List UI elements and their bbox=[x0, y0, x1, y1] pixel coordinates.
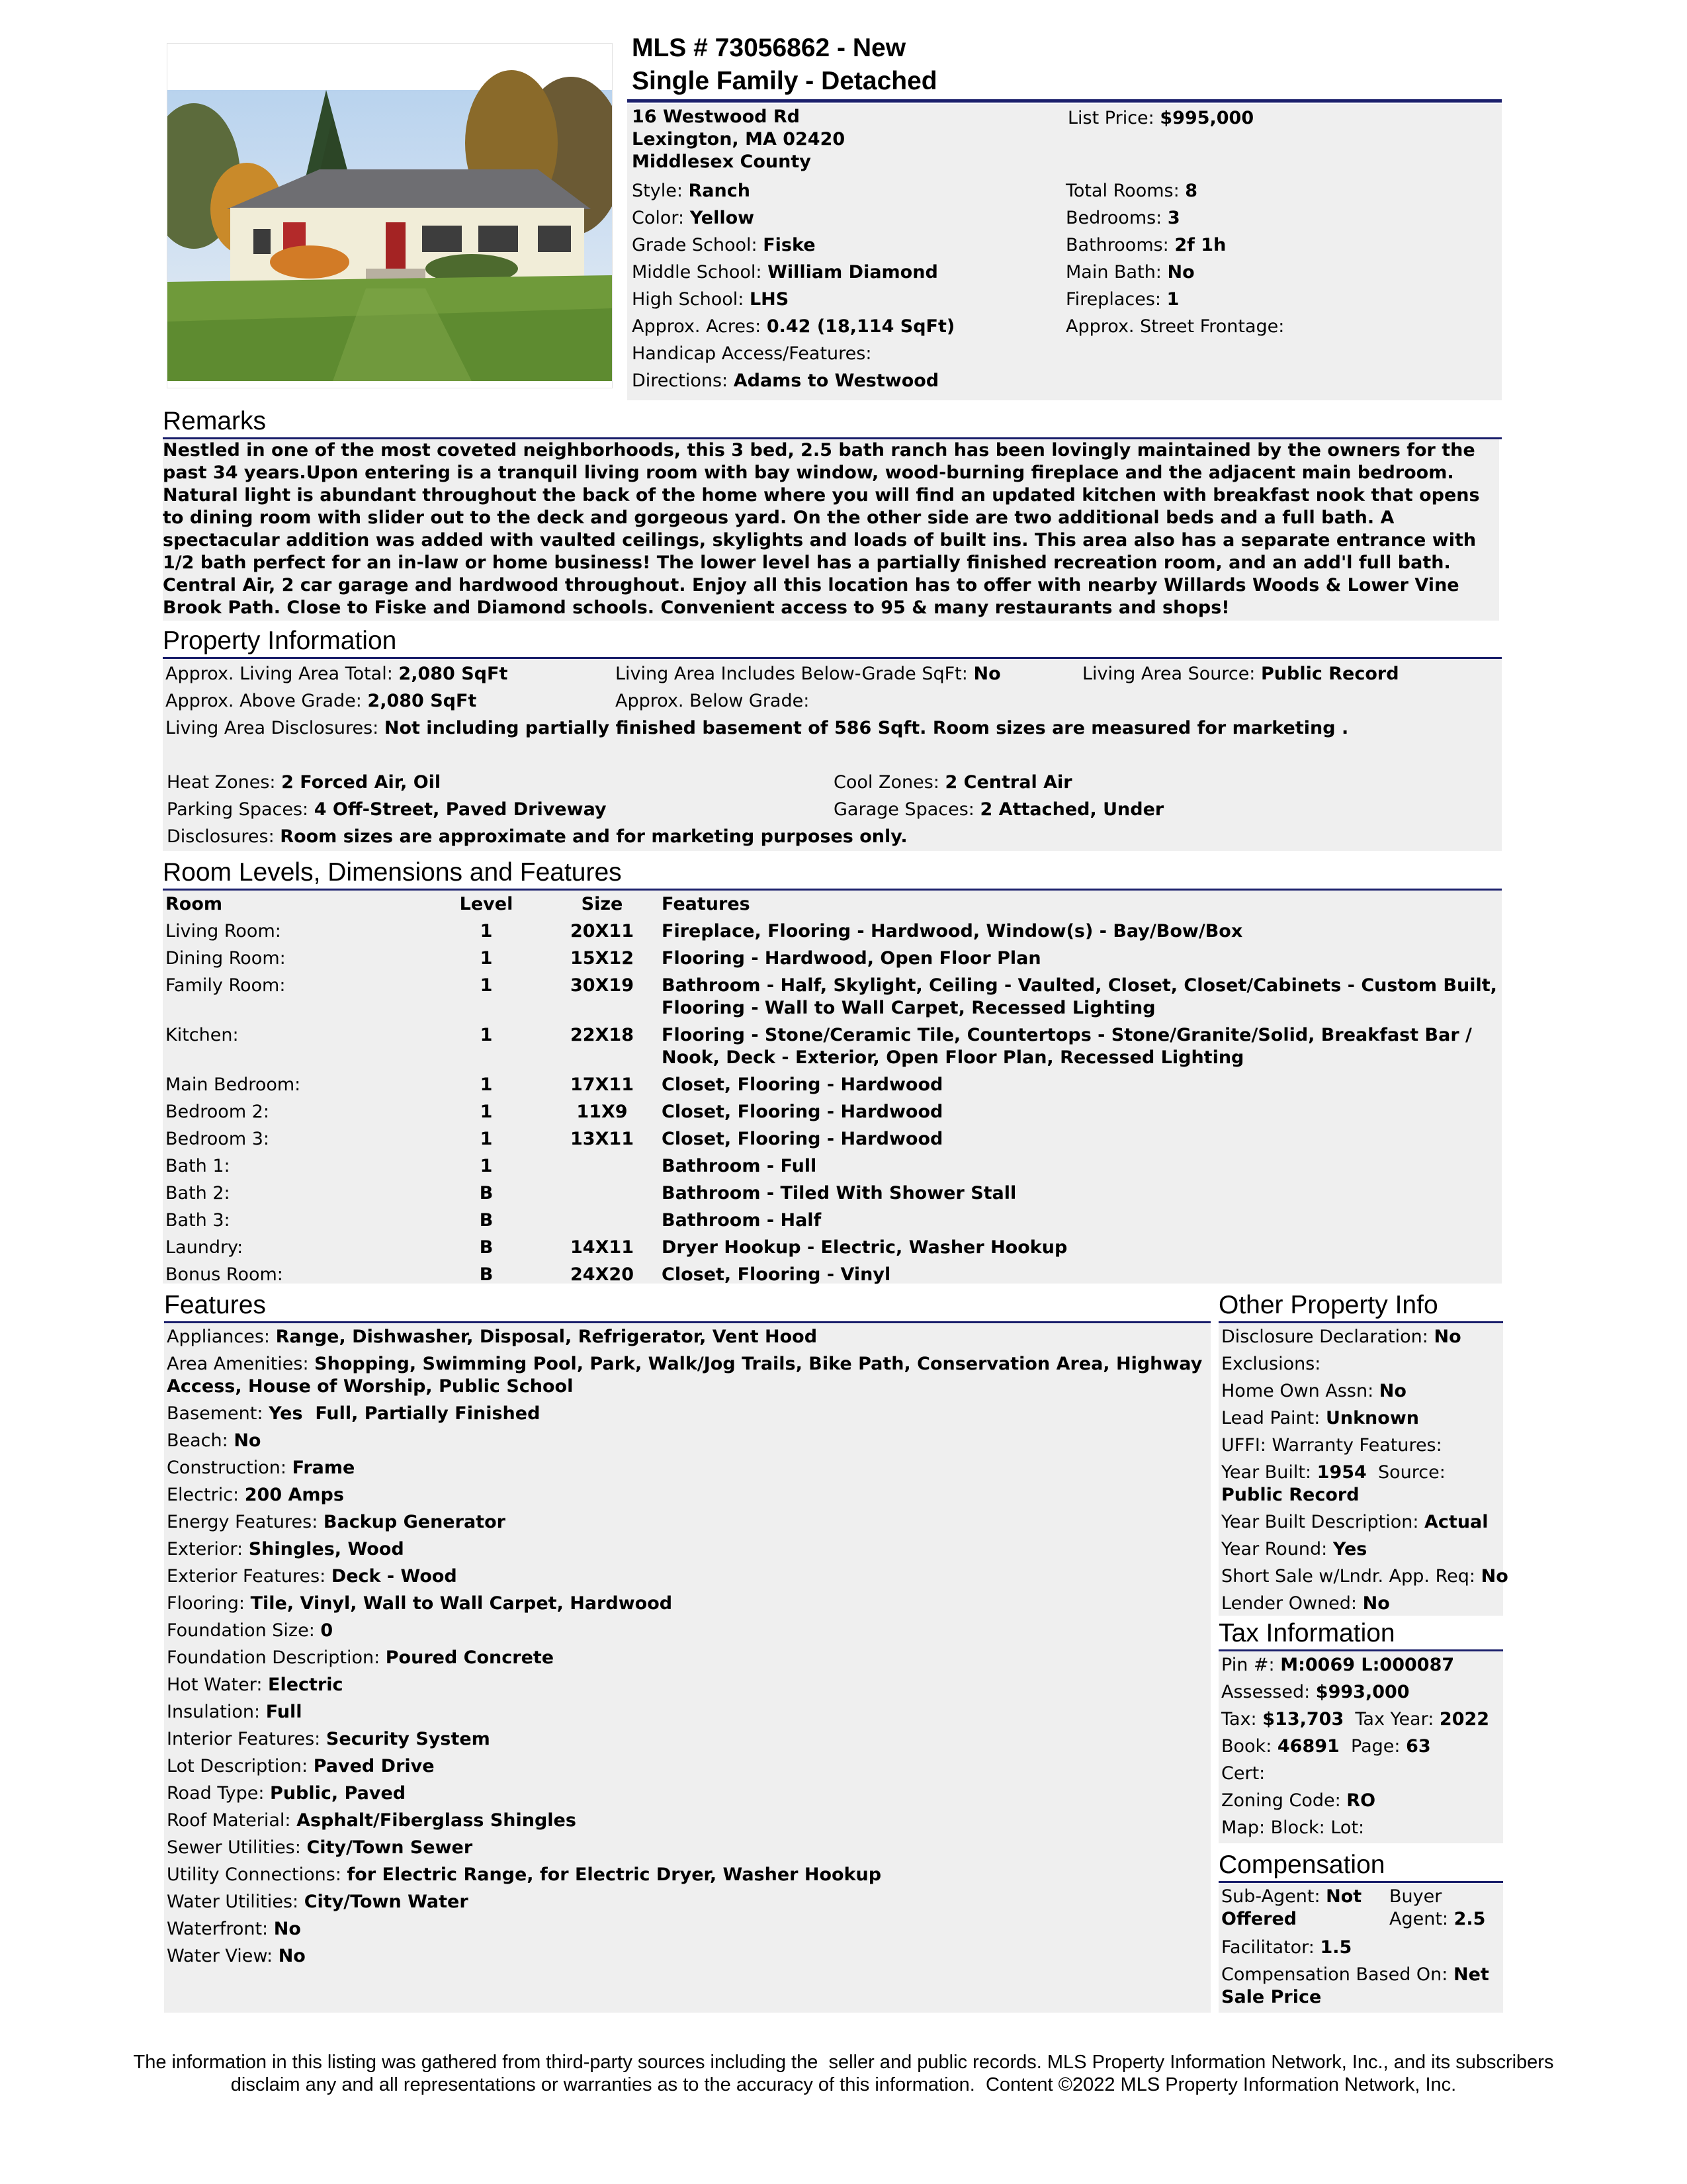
feature-water-utilities: Water Utilities: City/Town Water bbox=[167, 1892, 468, 1912]
detail-street-frontage: Approx. Street Frontage: bbox=[1066, 316, 1285, 337]
tax-map-block-lot: Map: Block: Lot: bbox=[1221, 1817, 1365, 1838]
cool-zones: Cool Zones: 2 Central Air bbox=[834, 772, 1072, 793]
feature-construction: Construction: Frame bbox=[167, 1458, 355, 1478]
footer-line-1: The information in this listing was gathered from third-party sources including the seller and public records. MLS Property Information Network, Inc., and its subscribers bbox=[133, 2052, 1554, 2073]
feature-flooring: Flooring: Tile, Vinyl, Wall to Wall Carpet, Hardwood bbox=[167, 1593, 673, 1614]
tax-pin: Pin #: M:0069 L:000087 bbox=[1221, 1655, 1455, 1675]
year-built-desc: Year Built Description: Actual bbox=[1221, 1512, 1489, 1532]
table-row: Bath 2: B Bathroom - Tiled With Shower Stall bbox=[165, 1183, 1017, 1203]
address-street: 16 Westwood Rd bbox=[632, 107, 800, 127]
feature-foundation-desc: Foundation Description: Poured Concrete bbox=[167, 1647, 554, 1668]
header-rule bbox=[627, 99, 1502, 103]
feature-appliances: Appliances: Range, Dishwasher, Disposal, Refrigerator, Vent Hood bbox=[167, 1327, 818, 1347]
tax-zoning: Zoning Code: RO bbox=[1221, 1790, 1376, 1811]
disclosure-declaration: Disclosure Declaration: No bbox=[1221, 1327, 1461, 1347]
other-info-heading: Other Property Info bbox=[1219, 1291, 1438, 1319]
size-col-header: Size bbox=[581, 894, 623, 914]
feature-water-view: Water View: No bbox=[167, 1946, 306, 1966]
detail-main-bath: Main Bath: No bbox=[1066, 262, 1195, 283]
table-row: Bedroom 3: 1 13X11 Closet, Flooring - Hardwood bbox=[165, 1129, 943, 1149]
tax-panel bbox=[1219, 1651, 1503, 1843]
list-price bbox=[1068, 107, 1254, 130]
footer-line-2: disclaim any and all representations or warranties as to the accuracy of this information. Content ©2022 MLS Property Information Network, Inc. bbox=[230, 2074, 1457, 2095]
feature-area-amenities: Area Amenities: Shopping, Swimming Pool, Park, Walk/Jog Trails, Bike Path, Conservation Area, Highway Access, House of Worship, Public School bbox=[167, 1354, 1203, 1397]
garage-spaces: Garage Spaces: 2 Attached, Under bbox=[834, 799, 1164, 820]
living-area-disclosures: Living Area Disclosures: Not including partially finished basement of 586 Sqft. Room sizes are measured for marketing . bbox=[165, 718, 1349, 738]
table-row: Bath 3: B Bathroom - Half bbox=[165, 1210, 822, 1231]
rooms-header-row bbox=[165, 893, 1499, 916]
other-info-panel bbox=[1219, 1323, 1508, 1616]
table-row: Living Room: 1 20X11 Fireplace, Flooring - Hardwood, Window(s) - Bay/Bow/Box bbox=[165, 921, 1243, 941]
feature-beach: Beach: No bbox=[167, 1430, 261, 1451]
level-col-header: Level bbox=[459, 894, 513, 914]
disclosures: Disclosures: Room sizes are approximate and for marketing purposes only. bbox=[167, 826, 908, 847]
features-col-header: Features bbox=[662, 894, 750, 914]
feature-exterior-features: Exterior Features: Deck - Wood bbox=[167, 1566, 457, 1587]
list-price-value: $995,000 bbox=[1160, 108, 1254, 128]
table-row: Family Room: 1 30X19 Bathroom - Half, Skylight, Ceiling - Vaulted, Closet, Closet/Cabinets - Custom Built, Flooring - Wall to Wall Carpet, Recessed Lighting bbox=[165, 975, 1497, 1018]
detail-total-rooms: Total Rooms: 8 bbox=[1066, 181, 1198, 201]
table-row: Dining Room: 1 15X12 Flooring - Hardwood, Open Floor Plan bbox=[165, 948, 1041, 969]
table-row: Bath 1: 1 Bathroom - Full bbox=[165, 1156, 817, 1176]
feature-roof: Roof Material: Asphalt/Fiberglass Shingles bbox=[167, 1810, 576, 1831]
exclusions: Exclusions: bbox=[1221, 1354, 1321, 1374]
rooms-panel bbox=[163, 891, 1502, 1284]
features-panel bbox=[164, 1323, 1211, 2013]
remarks-text: Nestled in one of the most coveted neighborhoods, this 3 bed, 2.5 bath ranch has been lovingly maintained by the owners for the past 34 years.Upon entering is a tranquil living room with bay window, wood-burning fireplace and the adjacent main bedroom. Natural light is abundant throughout the back of the home where you will find an updated kitchen with breakfast nook that opens to dining room with slider out to the deck and gorgeous yard. On the other side are two additional beds and a full bath. A spectacular addition was added with vaulted ceilings, skylights and loads of built ins. This area also has a separate entrance with 1/2 bath perfect for an in-law or home business! The lower level has a partially finished recreation room, and an add'l full bath. Central Air, 2 car garage and hardwood throughout. Enjoy all this location has to offer with nearby Willards Woods & Lower Vine Brook Path. Close to Fiske and Diamond schools. Convenient access to 95 & many restaurants and shops! bbox=[163, 439, 1499, 621]
living-area-source: Living Area Source: Public Record bbox=[1082, 664, 1399, 684]
detail-high-school: High School: LHS bbox=[632, 289, 789, 310]
tax-assessed: Assessed: $993,000 bbox=[1221, 1682, 1410, 1702]
short-sale: Short Sale w/Lndr. App. Req: No bbox=[1221, 1566, 1508, 1587]
property-photo-frame bbox=[167, 43, 613, 388]
uffi-warranty: UFFI: Warranty Features: bbox=[1221, 1435, 1442, 1456]
table-row: Laundry: B 14X11 Dryer Hookup - Electric, Washer Hookup bbox=[165, 1237, 1068, 1258]
tax-amount: Tax: $13,703 Tax Year: 2022 bbox=[1221, 1709, 1490, 1729]
compensation-based-on: Compensation Based On: Net Sale Price bbox=[1221, 1964, 1489, 2007]
feature-lot-description: Lot Description: Paved Drive bbox=[167, 1756, 435, 1776]
tax-book-page: Book: 46891 Page: 63 bbox=[1221, 1736, 1431, 1757]
detail-middle-school: Middle School: William Diamond bbox=[632, 262, 938, 283]
table-row: Bonus Room: B 24X20 Closet, Flooring - Vinyl bbox=[165, 1264, 891, 1285]
tax-heading: Tax Information bbox=[1219, 1619, 1395, 1647]
house-photo-icon bbox=[167, 44, 612, 388]
living-area-total: Approx. Living Area Total: 2,080 SqFt bbox=[165, 664, 508, 684]
features-list bbox=[164, 1323, 1211, 1970]
list-price-label: List Price: bbox=[1068, 108, 1154, 128]
living-includes-below: Living Area Includes Below-Grade SqFt: No bbox=[615, 664, 1001, 684]
footer-disclaimer bbox=[0, 2051, 1687, 2096]
tax-list bbox=[1219, 1651, 1503, 1841]
property-info-heading: Property Information bbox=[163, 627, 397, 655]
remarks-heading: Remarks bbox=[163, 407, 267, 435]
other-info-list bbox=[1219, 1323, 1508, 1617]
feature-exterior: Exterior: Shingles, Wood bbox=[167, 1539, 404, 1559]
detail-bedrooms: Bedrooms: 3 bbox=[1066, 208, 1180, 228]
year-round: Year Round: Yes bbox=[1221, 1539, 1367, 1559]
detail-acres: Approx. Acres: 0.42 (18,114 SqFt) bbox=[632, 316, 955, 337]
feature-road-type: Road Type: Public, Paved bbox=[167, 1783, 406, 1804]
detail-grade-school: Grade School: Fiske bbox=[632, 235, 816, 255]
feature-foundation-size: Foundation Size: 0 bbox=[167, 1620, 333, 1641]
heat-zones: Heat Zones: 2 Forced Air, Oil bbox=[167, 772, 441, 793]
buyer-agent: Buyer Agent: 2.5 bbox=[1389, 1886, 1486, 1929]
detail-color: Color: Yellow bbox=[632, 208, 755, 228]
detail-fireplaces: Fireplaces: 1 bbox=[1066, 289, 1180, 310]
feature-interior: Interior Features: Security System bbox=[167, 1729, 490, 1749]
rooms-heading: Room Levels, Dimensions and Features bbox=[163, 858, 622, 887]
detail-style: Style: Ranch bbox=[632, 181, 750, 201]
feature-insulation: Insulation: Full bbox=[167, 1702, 302, 1722]
feature-energy: Energy Features: Backup Generator bbox=[167, 1512, 505, 1532]
property-type-title: Single Family - Detached bbox=[632, 67, 937, 95]
feature-utility: Utility Connections: for Electric Range, for Electric Dryer, Washer Hookup bbox=[167, 1864, 882, 1885]
compensation-heading: Compensation bbox=[1219, 1851, 1385, 1879]
detail-handicap: Handicap Access/Features: bbox=[632, 343, 872, 364]
table-row: Kitchen: 1 22X18 Flooring - Stone/Ceramic Tile, Countertops - Stone/Granite/Solid, Breakfast Bar / Nook, Deck - Exterior, Open Floor Plan, Recessed Lighting bbox=[165, 1025, 1472, 1068]
parking-spaces: Parking Spaces: 4 Off-Street, Paved Driveway bbox=[167, 799, 607, 820]
feature-electric: Electric: 200 Amps bbox=[167, 1485, 344, 1505]
feature-basement: Basement: Yes Full, Partially Finished bbox=[167, 1403, 541, 1424]
table-row: Bedroom 2: 1 11X9 Closet, Flooring - Hardwood bbox=[165, 1102, 943, 1122]
room-col-header: Room bbox=[165, 894, 223, 914]
table-row: Main Bedroom: 1 17X11 Closet, Flooring - Hardwood bbox=[165, 1074, 943, 1095]
left-details bbox=[632, 177, 955, 394]
above-grade: Approx. Above Grade: 2,080 SqFt bbox=[165, 691, 477, 711]
lead-paint: Lead Paint: Unknown bbox=[1221, 1408, 1419, 1428]
feature-hot-water: Hot Water: Electric bbox=[167, 1675, 343, 1695]
detail-directions: Directions: Adams to Westwood bbox=[632, 371, 939, 391]
lender-owned: Lender Owned: No bbox=[1221, 1593, 1390, 1614]
address-city: Lexington, MA 02420 bbox=[632, 129, 845, 150]
facilitator: Facilitator: 1.5 bbox=[1221, 1937, 1352, 1958]
mls-number-title: MLS # 73056862 - New bbox=[632, 34, 906, 62]
below-grade: Approx. Below Grade: bbox=[615, 691, 810, 711]
features-heading: Features bbox=[164, 1291, 266, 1319]
feature-waterfront: Waterfront: No bbox=[167, 1919, 301, 1939]
right-details bbox=[1066, 177, 1284, 340]
home-own-assn: Home Own Assn: No bbox=[1221, 1381, 1406, 1401]
year-built: Year Built: 1954 Source: Public Record bbox=[1221, 1462, 1446, 1505]
feature-sewer: Sewer Utilities: City/Town Sewer bbox=[167, 1837, 473, 1858]
rooms-table bbox=[165, 893, 1499, 1286]
tax-cert: Cert: bbox=[1221, 1763, 1266, 1784]
sub-agent: Sub-Agent: Not Offered bbox=[1221, 1886, 1362, 1929]
address-county: Middlesex County bbox=[632, 152, 811, 172]
detail-bathrooms: Bathrooms: 2f 1h bbox=[1066, 235, 1227, 255]
